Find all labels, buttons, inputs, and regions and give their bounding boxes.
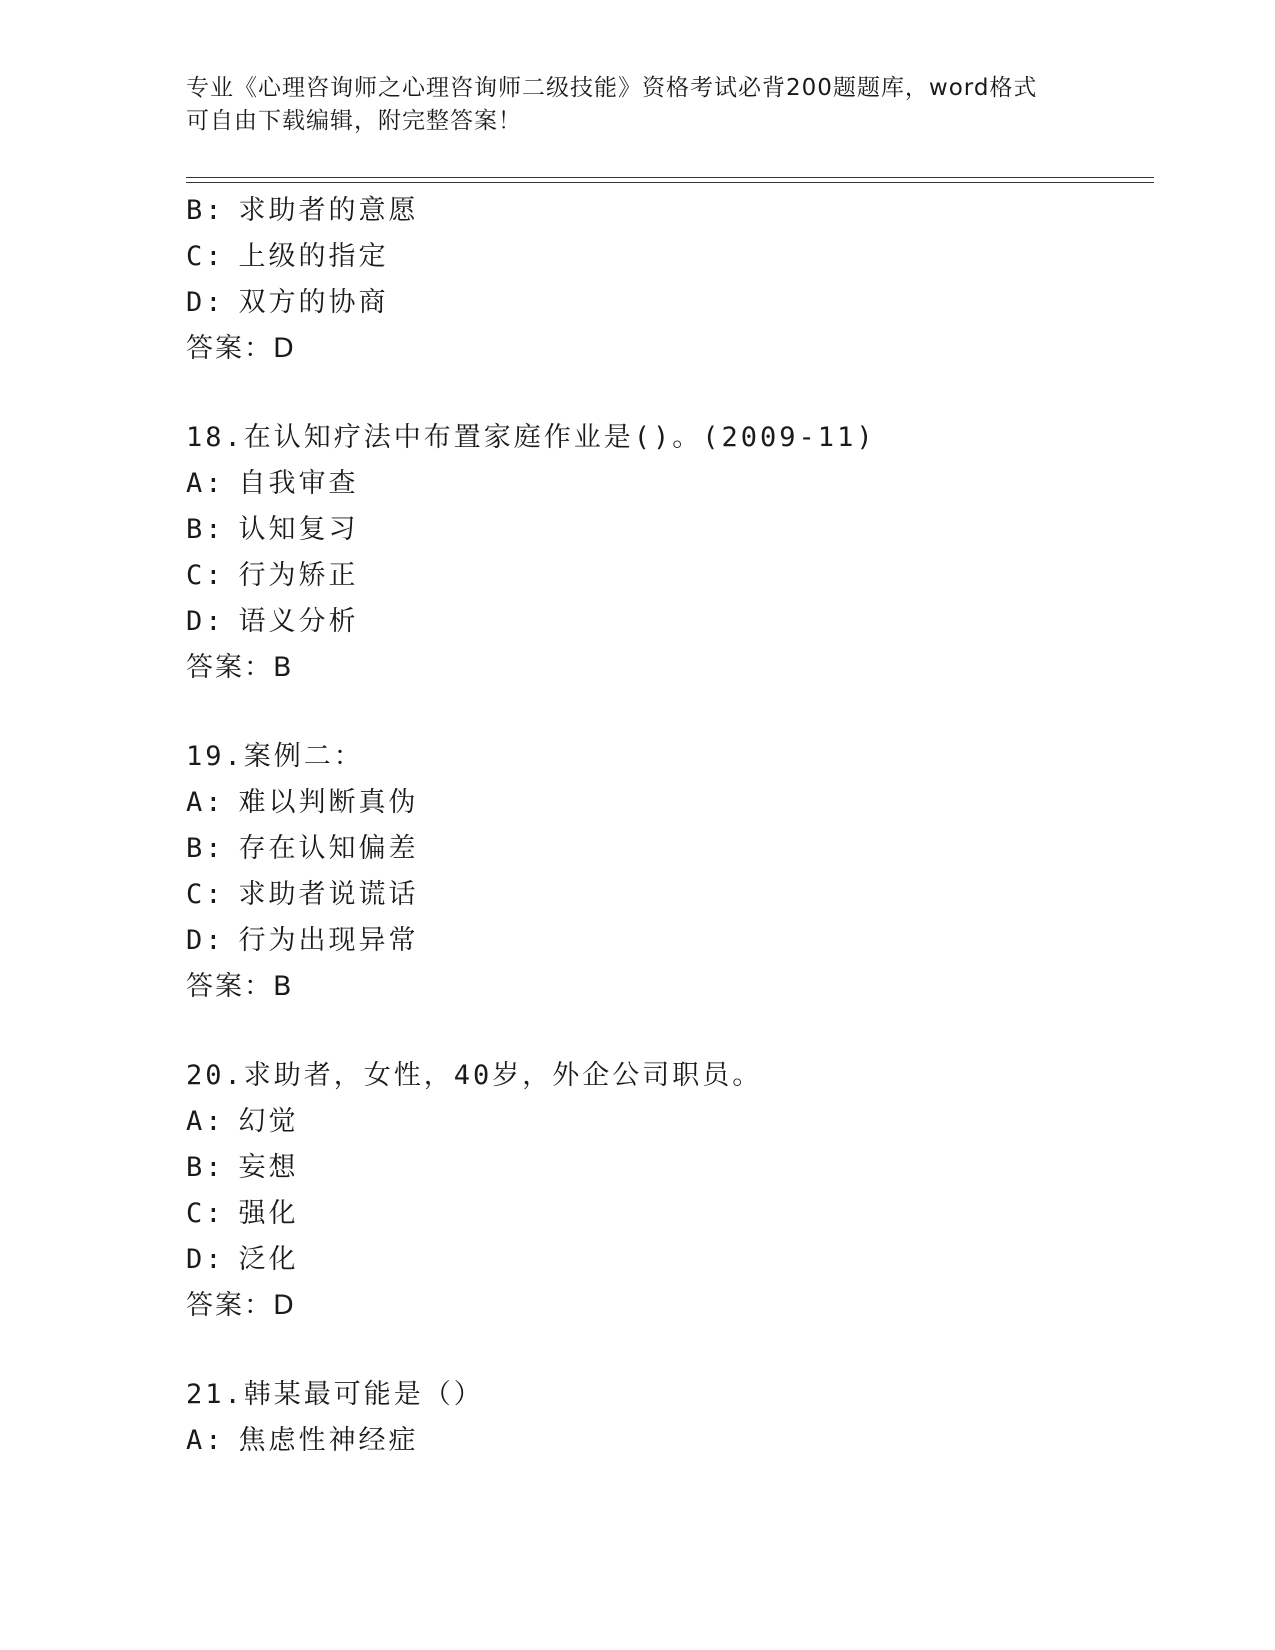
option-letter: C: bbox=[186, 560, 225, 591]
option-letter: C: bbox=[186, 879, 225, 910]
option-letter: B: bbox=[186, 1152, 225, 1183]
option-letter: B: bbox=[186, 833, 225, 864]
option-text: 求助者的意愿 bbox=[238, 195, 419, 226]
answer-line: 答案：D bbox=[186, 333, 296, 364]
question-list bbox=[186, 188, 1154, 1464]
block-spacer bbox=[186, 691, 1154, 734]
option-text: 自我审查 bbox=[238, 468, 359, 499]
answer-line: 答案：B bbox=[186, 971, 294, 1002]
option-b bbox=[186, 826, 1154, 872]
option-letter: A: bbox=[186, 1425, 225, 1456]
question-block bbox=[186, 734, 1154, 1010]
option-text: 难以判断真伪 bbox=[238, 787, 419, 818]
option-c bbox=[186, 553, 1154, 599]
option-a bbox=[186, 780, 1154, 826]
option-d bbox=[186, 599, 1154, 645]
block-spacer bbox=[186, 1329, 1154, 1372]
option-a bbox=[186, 461, 1154, 507]
header-title-line-1: 专业《心理咨询师之心理咨询师二级技能》资格考试必背200题题库，word格式 bbox=[186, 75, 1038, 101]
option-text: 双方的协商 bbox=[238, 287, 389, 318]
option-letter: A: bbox=[186, 468, 225, 499]
option-letter: A: bbox=[186, 787, 225, 818]
option-letter: A: bbox=[186, 1106, 225, 1137]
option-letter: B: bbox=[186, 195, 225, 226]
option-letter: D: bbox=[186, 925, 225, 956]
option-b bbox=[186, 1145, 1154, 1191]
document-header bbox=[186, 72, 1066, 138]
option-text: 语义分析 bbox=[238, 606, 359, 637]
option-c bbox=[186, 234, 1154, 280]
option-text: 认知复习 bbox=[238, 514, 359, 545]
option-d bbox=[186, 280, 1154, 326]
option-a bbox=[186, 1099, 1154, 1145]
option-text: 存在认知偏差 bbox=[238, 833, 419, 864]
option-d bbox=[186, 1237, 1154, 1283]
question-block bbox=[186, 415, 1154, 691]
option-b bbox=[186, 188, 1154, 234]
option-c bbox=[186, 872, 1154, 918]
header-divider-top bbox=[186, 177, 1154, 178]
option-text: 上级的指定 bbox=[238, 241, 389, 272]
block-spacer bbox=[186, 1010, 1154, 1053]
option-letter: D: bbox=[186, 287, 225, 318]
header-divider-bottom bbox=[186, 182, 1154, 183]
question-text: 20.求助者，女性，40岁，外企公司职员。 bbox=[186, 1060, 763, 1091]
option-letter: C: bbox=[186, 1198, 225, 1229]
question-text: 21.韩某最可能是（） bbox=[186, 1379, 484, 1410]
question-text: 19.案例二： bbox=[186, 741, 364, 772]
block-spacer bbox=[186, 372, 1154, 415]
option-c bbox=[186, 1191, 1154, 1237]
option-text: 妄想 bbox=[238, 1152, 299, 1183]
option-text: 行为出现异常 bbox=[238, 925, 419, 956]
question-block bbox=[186, 1372, 1154, 1464]
option-text: 求助者说谎话 bbox=[238, 879, 419, 910]
option-d bbox=[186, 918, 1154, 964]
option-text: 焦虑性神经症 bbox=[238, 1425, 419, 1456]
question-block bbox=[186, 188, 1154, 372]
option-text: 强化 bbox=[238, 1198, 299, 1229]
option-letter: B: bbox=[186, 514, 225, 545]
option-text: 幻觉 bbox=[238, 1106, 299, 1137]
question-text: 18.在认知疗法中布置家庭作业是()。(2009-11) bbox=[186, 422, 876, 453]
option-letter: D: bbox=[186, 606, 225, 637]
option-a bbox=[186, 1418, 1154, 1464]
header-title-line-2: 可自由下载编辑，附完整答案！ bbox=[186, 108, 522, 134]
option-b bbox=[186, 507, 1154, 553]
answer-line: 答案：D bbox=[186, 1290, 296, 1321]
option-text: 泛化 bbox=[238, 1244, 299, 1275]
option-letter: C: bbox=[186, 241, 225, 272]
question-block bbox=[186, 1053, 1154, 1329]
option-text: 行为矫正 bbox=[238, 560, 359, 591]
option-letter: D: bbox=[186, 1244, 225, 1275]
answer-line: 答案：B bbox=[186, 652, 294, 683]
